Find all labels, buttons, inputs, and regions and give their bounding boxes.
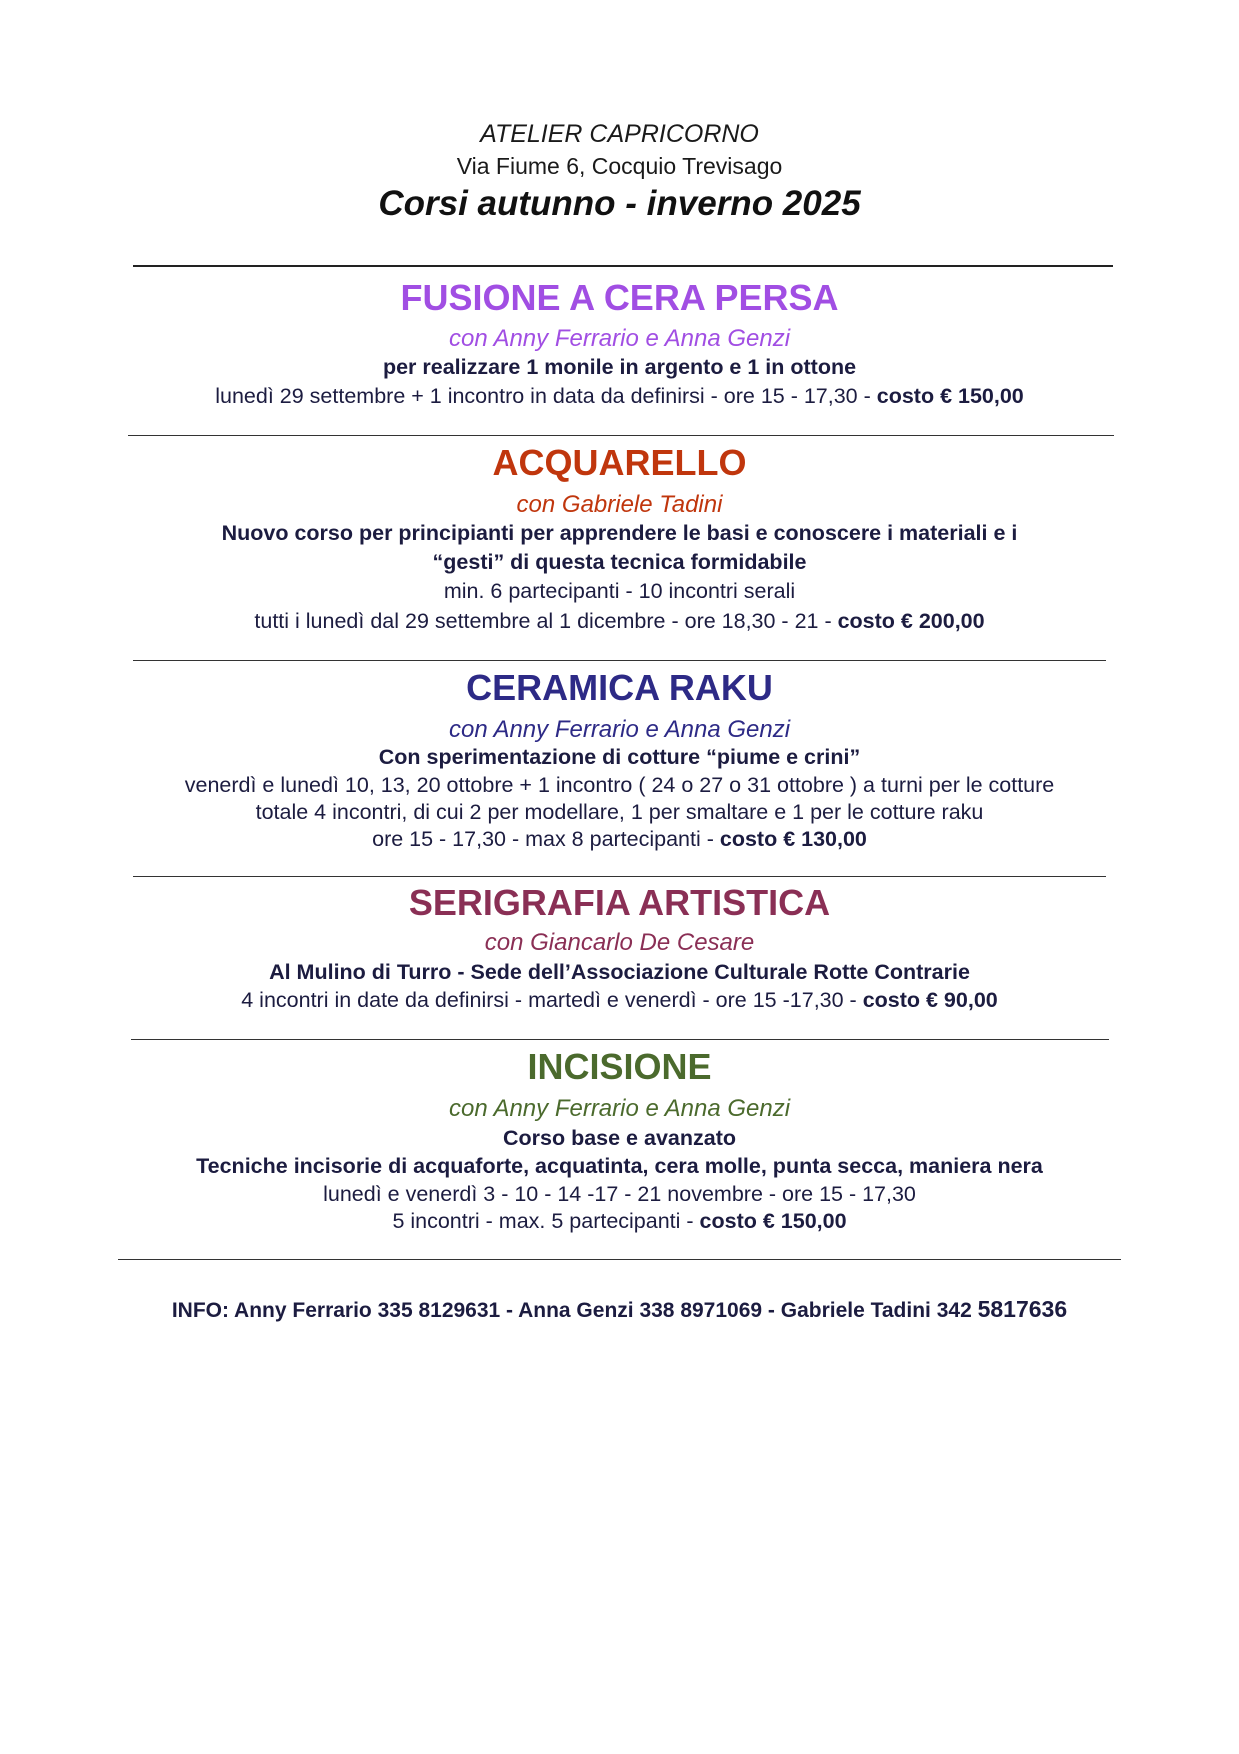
contact-last-number: 5817636 [977,1296,1068,1322]
course-title-incisione: INCISIONE [527,1046,712,1087]
course-schedule-incisione: lunedì e venerdì 3 - 10 - 14 -17 - 21 novembre - ore 15 - 17,30 [323,1182,916,1206]
course-price-fusione: costo € 150,00 [876,384,1024,408]
divider [133,660,1106,661]
course-hours-ceramica: ore 15 - 17,30 - max 8 partecipanti - costo € 130,00 [372,827,867,851]
divider [133,876,1106,877]
course-description-acquarello: Nuovo corso per principianti per apprendere le basi e conoscere i materiali e i [221,521,1018,545]
atelier-address: Via Fiume 6, Cocquio Trevisago [456,153,783,179]
course-teacher-ceramica: con Anny Ferrario e Anna Genzi [448,716,791,743]
course-participants-acquarello: min. 6 partecipanti - 10 incontri serali [443,579,796,603]
course-title-fusione: FUSIONE A CERA PERSA [400,277,839,318]
contact-info: INFO: Anny Ferrario 335 8129631 - Anna Genzi 338 8971069 - Gabriele Tadini 342 5817636 [171,1296,1068,1322]
course-participants-incisione: 5 incontri - max. 5 partecipanti - costo € 150,00 [392,1209,847,1233]
course-title-acquarello: ACQUARELLO [492,442,747,483]
course-sessions-ceramica: totale 4 incontri, di cui 2 per modellare, 1 per smaltare e 1 per le cotture raku [255,800,984,824]
course-schedule-fusione: lunedì 29 settembre + 1 incontro in data da definirsi - ore 15 - 17,30 - costo € 150,00 [215,384,1024,408]
season-title: Corsi autunno - inverno 2025 [378,184,861,223]
course-schedule-ceramica: venerdì e lunedì 10, 13, 20 ottobre + 1 incontro ( 24 o 27 o 31 ottobre ) a turni per le cotture [184,773,1055,797]
course-teacher-serigrafia: con Giancarlo De Cesare [484,929,755,956]
course-price-incisione: costo € 150,00 [699,1209,847,1233]
course-description-fusione: per realizzare 1 monile in argento e 1 in ottone [382,355,857,379]
course-title-ceramica: CERAMICA RAKU [466,667,773,708]
course-price-acquarello: costo € 200,00 [837,609,985,633]
course-price-ceramica: costo € 130,00 [719,827,867,851]
course-teacher-incisione: con Anny Ferrario e Anna Genzi [448,1095,791,1122]
course-description-ceramica: Con sperimentazione di cotture “piume e crini” [378,745,861,769]
divider [131,1039,1109,1040]
course-teacher-fusione: con Anny Ferrario e Anna Genzi [448,325,791,352]
course-description-incisione: Tecniche incisorie di acquaforte, acquatinta, cera molle, punta secca, maniera nera [196,1154,1043,1178]
course-teacher-acquarello: con Gabriele Tadini [516,491,723,518]
divider [133,265,1113,267]
atelier-name: ATELIER CAPRICORNO [480,120,759,148]
divider [128,435,1114,436]
course-schedule-serigrafia: 4 incontri in date da definirsi - martedì e venerdì - ore 15 -17,30 - costo € 90,00 [241,988,998,1012]
course-schedule-acquarello: tutti i lunedì dal 29 settembre al 1 dicembre - ore 18,30 - 21 - costo € 200,00 [254,609,985,633]
course-price-serigrafia: costo € 90,00 [862,988,998,1012]
course-description-acquarello-2: “gesti” di questa tecnica formidabile [432,550,807,574]
course-location-serigrafia: Al Mulino di Turro - Sede dell’Associazione Culturale Rotte Contrarie [269,960,970,984]
course-level-incisione: Corso base e avanzato [502,1126,736,1150]
course-title-serigrafia: SERIGRAFIA ARTISTICA [408,882,831,923]
divider [118,1259,1121,1260]
